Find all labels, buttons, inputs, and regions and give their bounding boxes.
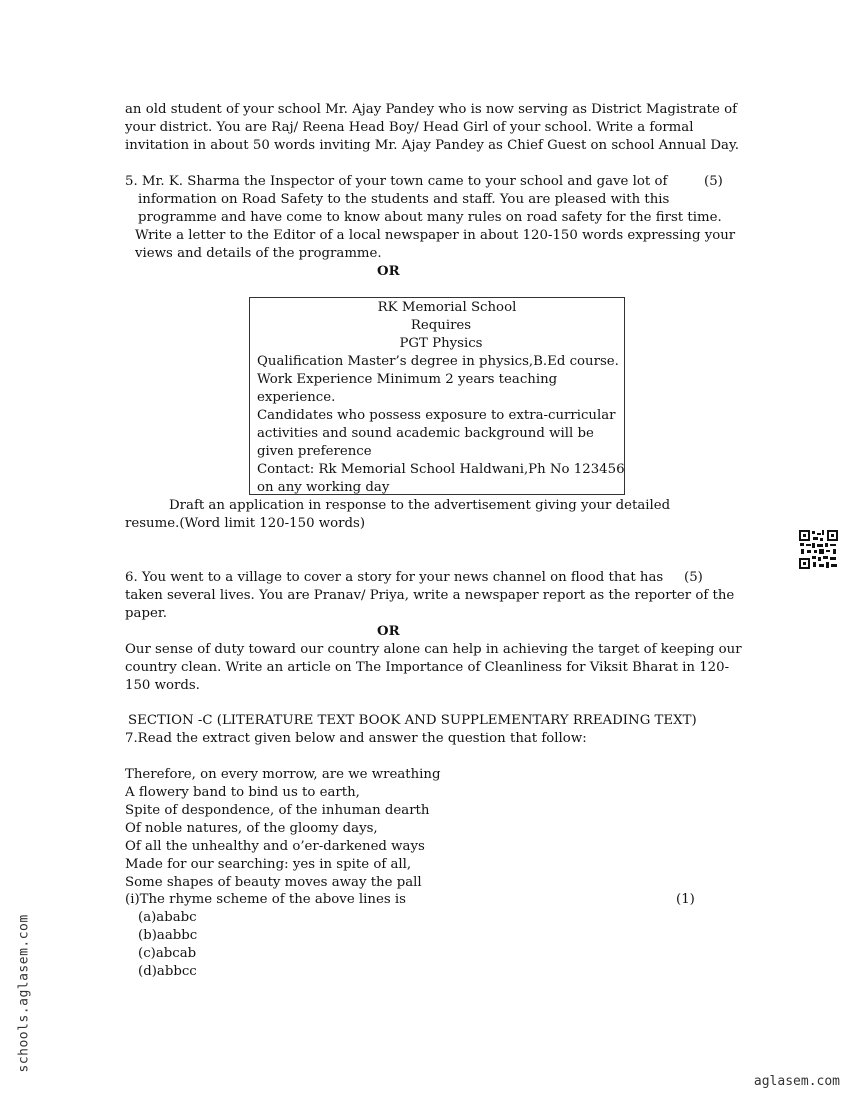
advert-line-5: activities and sound academic background will be: [257, 426, 594, 441]
advert-line-8: on any working day: [257, 480, 390, 495]
poem-line: Made for our searching: yes in spite of all,: [125, 857, 412, 872]
option-c: (c)abcab: [138, 946, 197, 961]
advert-requires: Requires: [410, 318, 472, 333]
poem-line: Of all the unhealthy and o’er-darkened ways: [125, 839, 425, 854]
qr-code-icon: [798, 529, 839, 570]
q7-i-question: (i)The rhyme scheme of the above lines is: [125, 892, 406, 907]
q7-i-marks: (1): [676, 892, 695, 907]
intro-line-1: an old student of your school Mr. Ajay Pandey who is now serving as District Magistrate of: [125, 102, 738, 117]
footer-watermark: aglasem.com: [753, 1074, 840, 1089]
advert-line-3: experience.: [257, 390, 336, 405]
poem-line: Spite of despondence, of the inhuman dearth: [125, 803, 430, 818]
q7-instruction: 7.Read the extract given below and answer the question that follow:: [125, 731, 587, 746]
advert-line-4: Candidates who possess exposure to extra-curricular: [257, 408, 616, 423]
q6-line-5: country clean. Write an article on The Importance of Cleanliness for Viksit Bharat in 120-: [125, 660, 730, 675]
advert-line-2: Work Experience Minimum 2 years teaching: [257, 372, 558, 387]
q6-line-1: 6. You went to a village to cover a story for your news channel on flood that has: [125, 570, 664, 585]
side-watermark: schools.aglasem.com: [16, 914, 32, 1073]
q6-line-2: taken several lives. You are Pranav/ Priya, write a newspaper report as the reporter of the: [125, 588, 735, 603]
poem-line: Therefore, on every morrow, are we wreathing: [125, 767, 441, 782]
q5-line-5: views and details of the programme.: [135, 246, 382, 261]
q6-line-4: Our sense of duty toward our country alone can help in achieving the target of keeping our: [125, 642, 742, 657]
advert-line-7: Contact: Rk Memorial School Haldwani,Ph No 123456: [257, 462, 625, 477]
advert-line-1: Qualification Master’s degree in physics,B.Ed course.: [257, 354, 619, 369]
q5-or: OR: [377, 264, 400, 279]
option-a: (a)ababc: [138, 910, 197, 925]
intro-line-2: your district. You are Raj/ Reena Head Boy/ Head Girl of your school. Write a formal: [125, 120, 694, 135]
q5-marks: (5): [704, 174, 723, 189]
q5-draft-line-1: Draft an application in response to the advertisement giving your detailed: [169, 498, 671, 513]
q6-or: OR: [377, 624, 400, 639]
intro-line-3: invitation in about 50 words inviting Mr. Ajay Pandey as Chief Guest on school Annual Day.: [125, 138, 739, 153]
option-d: (d)abbcc: [138, 964, 197, 979]
q5-line-2: information on Road Safety to the students and staff. You are pleased with this: [138, 192, 670, 207]
poem-line: Some shapes of beauty moves away the pall: [125, 875, 422, 890]
option-b: (b)aabbc: [138, 928, 198, 943]
q6-line-3: paper.: [125, 606, 167, 621]
q6-marks: (5): [684, 570, 703, 585]
q5-line-1: 5. Mr. K. Sharma the Inspector of your town came to your school and gave lot of: [125, 174, 668, 189]
q5-line-4: Write a letter to the Editor of a local newspaper in about 120-150 words expressing your: [135, 228, 736, 243]
q5-line-3: programme and have come to know about many rules on road safety for the first time.: [138, 210, 722, 225]
section-c-heading: SECTION -C (LITERATURE TEXT BOOK AND SUPPLEMENTARY RREADING TEXT): [128, 713, 697, 728]
q6-line-6: 150 words.: [125, 678, 200, 693]
advert-post: PGT Physics: [399, 336, 483, 351]
advert-school-name: RK Memorial School: [377, 300, 517, 315]
q5-draft-line-2: resume.(Word limit 120-150 words): [125, 516, 366, 531]
advert-line-6: given preference: [257, 444, 372, 459]
poem-line: Of noble natures, of the gloomy days,: [125, 821, 378, 836]
poem-line: A flowery band to bind us to earth,: [125, 785, 360, 800]
